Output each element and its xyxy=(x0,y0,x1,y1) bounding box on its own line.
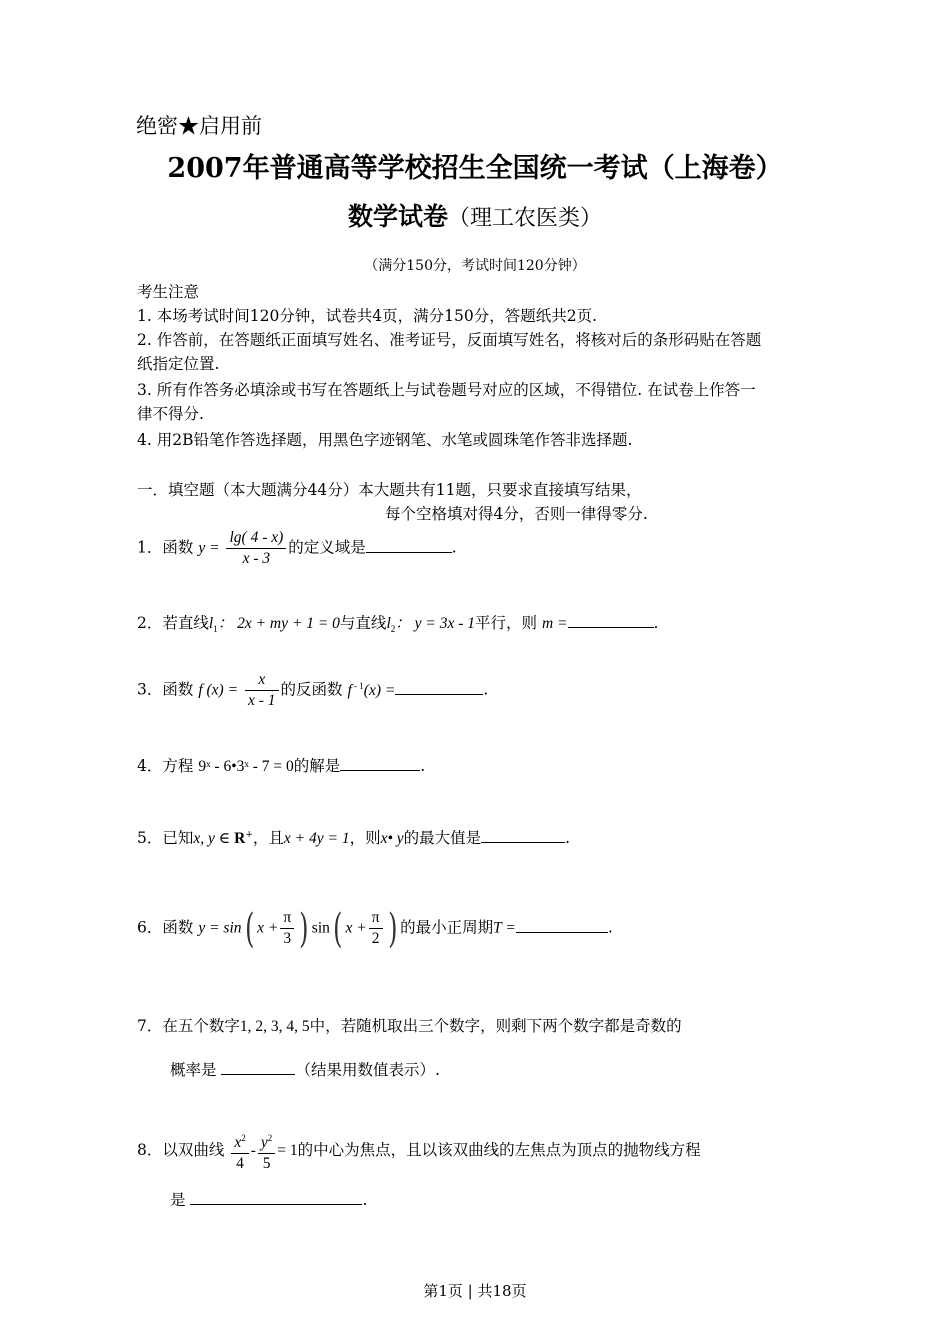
denominator: 4 xyxy=(236,1155,244,1173)
q-text: 中，若随机取出三个数字，则剩下两个数字都是奇数的 xyxy=(309,1017,682,1035)
q-math: y = xyxy=(198,539,220,557)
l2: l xyxy=(386,615,391,632)
q-text: 方程 xyxy=(162,757,194,775)
numerator: π xyxy=(369,908,383,929)
numerator: $y^2$ xyxy=(258,1128,275,1154)
q-math: x + xyxy=(257,919,279,937)
q-math: = 1 xyxy=(277,1142,298,1160)
note-item: 纸指定位置. xyxy=(137,355,220,373)
q-text: 以双曲线 xyxy=(162,1141,225,1160)
q-math xyxy=(208,615,218,635)
q-math: ： y = 3x - 1 xyxy=(395,615,476,632)
q-text: 函数 xyxy=(162,918,194,937)
note-item: 1. 本场考试时间120分钟，试卷共4页，满分150分，答题纸共2页. xyxy=(137,307,598,325)
q-math: y = sin xyxy=(198,919,242,937)
fraction xyxy=(231,1128,248,1174)
question-8-cont xyxy=(170,1188,367,1210)
q-math xyxy=(347,682,395,699)
q-end: . xyxy=(565,829,571,847)
fraction xyxy=(226,528,286,569)
q-text: 的反函数 xyxy=(280,680,343,699)
q-text: 概率是 xyxy=(170,1061,217,1079)
q-math: x + 4y = 1 xyxy=(283,830,350,847)
q-text: 的最大值是 xyxy=(403,829,482,847)
question-4 xyxy=(137,754,425,776)
notes-heading: 考生注意 xyxy=(137,283,200,301)
denominator: 5 xyxy=(262,1155,271,1173)
note-item: 3. 所有作答务必填涂或书写在答题纸上与试卷题号对应的区域，不得错位. 在试卷上作答一 xyxy=(137,381,756,399)
q-text: ，则 xyxy=(349,829,381,847)
q-math: ： 2x + my + 1 = 0 xyxy=(217,615,340,632)
q-text: 的最小正周期 xyxy=(400,918,494,937)
q-end: . xyxy=(451,538,457,557)
question-2 xyxy=(137,611,658,634)
answer-blank[interactable] xyxy=(481,828,565,843)
q-end: . xyxy=(420,757,426,775)
l1-sub: 1 xyxy=(213,624,218,635)
left-paren: ( xyxy=(332,905,343,952)
q-end: . xyxy=(483,680,489,699)
exam-subtitle xyxy=(0,197,950,233)
f-inverse: f xyxy=(347,681,352,699)
question-number: 1． xyxy=(137,538,163,557)
q-end: . xyxy=(362,1191,368,1209)
note-item: 4. 用2B铅笔作答选择题，用黑色字迹钢笔、水笔或圆珠笔作答非选择题. xyxy=(137,431,633,449)
subtitle-main: 数学试卷 xyxy=(347,202,448,231)
question-number: 8． xyxy=(137,1141,163,1160)
question-3 xyxy=(137,670,488,711)
note-item: 律不得分. xyxy=(137,405,204,423)
answer-blank[interactable] xyxy=(516,918,608,933)
q-math: x• y xyxy=(380,830,404,847)
q-math: f (x) = xyxy=(198,681,239,699)
numerator: x xyxy=(245,670,279,691)
right-paren: ) xyxy=(387,905,398,952)
question-5 xyxy=(137,826,570,848)
q-text: 已知 xyxy=(162,829,194,847)
l1: l xyxy=(208,615,214,632)
score-info: （满分150分，考试时间120分钟） xyxy=(364,258,586,274)
q-math: 1, 2, 3, 4, 5 xyxy=(239,1018,310,1035)
q-math: T = xyxy=(493,919,516,937)
exam-title: 2007年普通高等学校招生全国统一考试（上海卷） xyxy=(167,153,783,184)
numerator: π xyxy=(280,908,294,929)
q-text: 在五个数字 xyxy=(162,1017,240,1035)
section-heading: 一．填空题（本大题满分44分）本大题共有11题，只要求直接填写结果， xyxy=(137,481,642,499)
section-heading-cont: 每个空格填对得4分，否则一律得零分. xyxy=(385,505,648,523)
denominator: x - 3 xyxy=(242,550,271,567)
fraction xyxy=(280,908,294,949)
numerator: lg( 4 - x) xyxy=(226,528,286,549)
fraction xyxy=(245,670,279,711)
q-text: 的定义域是 xyxy=(288,538,366,557)
reals-symbol: R xyxy=(234,830,246,847)
denominator: x - 1 xyxy=(247,692,276,709)
q-text: 若直线 xyxy=(162,614,209,632)
denominator: 3 xyxy=(283,930,292,947)
answer-blank[interactable] xyxy=(221,1060,295,1075)
question-number: 7． xyxy=(137,1017,163,1035)
confidential-mark: 绝密★启用前 xyxy=(136,114,262,138)
fraction xyxy=(258,1128,275,1174)
question-7-cont xyxy=(170,1058,440,1080)
q-text: 的解是 xyxy=(293,757,341,775)
question-6 xyxy=(137,905,613,952)
denominator: 2 xyxy=(371,930,380,947)
question-number: 3． xyxy=(137,680,163,699)
question-number: 4． xyxy=(137,757,163,775)
question-number: 2． xyxy=(137,614,163,632)
answer-blank[interactable] xyxy=(366,538,452,553)
q-text: 与直线 xyxy=(339,614,387,632)
q-text: 函数 xyxy=(162,680,194,699)
x-var: x xyxy=(234,1134,242,1152)
q-text: （结果用数值表示）. xyxy=(295,1061,440,1079)
numerator: $x^2$ xyxy=(231,1128,248,1154)
q-text: 是 xyxy=(170,1191,186,1209)
q-math: m = xyxy=(541,615,568,632)
q-math: x, y ∈ xyxy=(193,830,235,847)
question-8 xyxy=(137,1128,701,1174)
fraction xyxy=(369,908,383,949)
l2-sub: 2 xyxy=(390,624,396,635)
answer-blank[interactable] xyxy=(395,680,483,695)
reals-sup: + xyxy=(245,829,253,840)
question-1 xyxy=(137,528,457,569)
answer-blank[interactable] xyxy=(568,613,654,628)
subtitle-paren: （理工农医类） xyxy=(448,206,603,231)
left-paren: ( xyxy=(244,905,255,952)
q-math: x + xyxy=(345,919,367,937)
q-math xyxy=(386,615,396,635)
question-number: 6． xyxy=(137,918,163,937)
q-text: 的中心为焦点，且以该双曲线的左焦点为顶点的抛物线方程 xyxy=(297,1141,701,1160)
q-math: 9ˣ - 6•3ˣ - 7 = 0 xyxy=(198,758,294,775)
q-text: 平行，则 xyxy=(475,614,538,632)
q-text: 函数 xyxy=(162,538,194,557)
y-var: y xyxy=(260,1134,268,1152)
q-end: . xyxy=(607,918,613,937)
note-item: 2. 作答前，在答题纸正面填写姓名、准考证号，反面填写姓名，将核对后的条形码贴在答题 xyxy=(137,331,762,349)
answer-blank[interactable] xyxy=(190,1190,362,1205)
question-7 xyxy=(137,1014,682,1036)
question-number: 5． xyxy=(137,829,163,847)
q-math: - xyxy=(250,1142,256,1160)
page-footer: 第1页 | 共18页 xyxy=(423,1282,527,1300)
f-inverse-arg: (x) = xyxy=(363,681,396,699)
q-math: sin xyxy=(311,919,330,937)
q-text: ，且 xyxy=(252,829,284,847)
answer-blank[interactable] xyxy=(340,756,420,771)
right-paren: ) xyxy=(299,905,309,952)
f-inverse-sup: - 1 xyxy=(351,680,364,691)
q-end: . xyxy=(653,614,659,632)
